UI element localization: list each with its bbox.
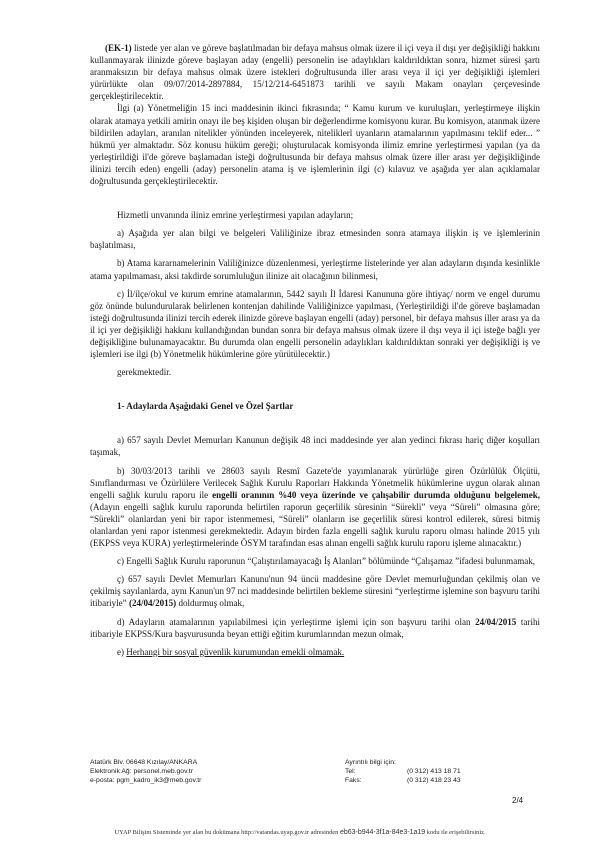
- paragraph-item-b: b) Atama kararnamelerinin Valiliğinizce düzenlenmesi, yerleştirme listelerinde yer alan adayların dışında kesinlikle atama yapılmaması, aksi takdirde sorumluluğun ilinize ait olacağının bilinmesi,: [90, 258, 540, 281]
- footer-fax-label: Faks:: [345, 777, 362, 784]
- section-heading: 1- Adaylarda Aşağıdaki Genel ve Özel Şartlar: [117, 401, 294, 412]
- condition-e: e) Herhangi bir sosyal güvenlik kurumundan emekli olmamak.: [117, 646, 345, 657]
- condition-b: b) 30/03/2013 tarihli ve 28603 sayılı Resmî Gazete'de yayımlanarak yürürlüğe giren Özürlülük Ölçütü, Sınıflandırması ve Özürlülere Verilecek Sağlık Kurulu Raporları Hakkında Yönetmelik hükümlerine uygun olarak alınan engelli sağlık kurulu raporu ile engelli oranının %40 veya üzerinde ve çalışabilir durumda olduğunu belgelemek, (Adayın engelli sağlık kurulu raporunda belirtilen raporun geçerlilik süresinin “Sürekli” veya “Süreli” olmasına göre; “Sürekli” olanlardan yeni bir rapor istenmemesi, “Süreli” olanların ise geçerlilik süresi kontrol edilerek, süresi bitmiş olanlardan yeni rapor istenmesi gerekmektedir. Adayın birden fazla engelli sağlık kurulu raporu olması halinde 2015 yılı (EKPSS veya KURA) yerleştirmelerinde ÖSYM tarafından esas alınan engelli sağlık kurulu raporu işleme alınacaktır.): [90, 465, 541, 549]
- disability-rate-emphasis: engelli oranının %40 veya üzerinde ve çalışabilir durumda olduğunu belgelemek,: [212, 489, 541, 500]
- uyap-code: eb63-b944-3f1a-84e3-1a19: [339, 829, 426, 836]
- document-body: [90, 42, 540, 658]
- retirement-condition: Herhangi bir sosyal güvenlik kurumundan emekli olmamak.: [126, 646, 345, 657]
- page-number: 2/4: [512, 796, 524, 805]
- paragraph-ilgi-a: İlgi (a) Yönetmeliğin 15 inci maddesinin ikinci fıkrasında; “ Kamu kurum ve kuruluşları, yerleştirmeye ilişkin olarak atamaya yetkili amirin onayı ile beş kişiden oluşan bir değerlendirme komisyonu kurar. Bu komisyon, atanmak üzere bildirilen adayları, aranılan nitelikler yönünden inceleyerek, niteliklerl uyanların atamalarının yapılmasını teklif eder... ” hükmü yer almaktadır. Söz konusu hüküm gereği; oluşturulacak komisyonda ilimiz emrine yerleştirmesi yapılan (ya da yerleştirildiği il'de göreve başlamadan isteği doğrultusunda bir defaya mahsus olmak üzere iller arası yer değişikliğinde ilinizi tercih eden) engelli (aday) personelin atama iş ve işlemlerinin ilgi (c) kılavuz ve aşağıda yer alan açıklamalar doğrultusunda gerçekleştirilecektir.: [90, 103, 540, 187]
- footer-tel-label: Tel:: [345, 768, 356, 775]
- date-emphasis: 24/04/2015: [475, 616, 517, 627]
- ek1-reference: (EK-1): [105, 43, 132, 53]
- condition-cc: ç) 657 sayılı Devlet Memurları Kanunu'nun 94 üncü maddesine göre Devlet memurluğundan çekilmiş olan ve çekilmiş sayılanlarda, aynı Kanun'un 97 nci maddesinde belirtilen bekleme süresini “yerleştirme işlemine son başvuru tarihi itibariyle” (24/04/2015) doldurmuş olmak,: [90, 574, 540, 609]
- condition-d: d) Adayların atamalarının yapılabilmesi için yerleştirme işlemi için son başvuru tarihi olan 24/04/2015 tarihi itibariyle EKPSS/Kura başvurusunda beyan ettiği eğitim kurumlarından mezun olmak,: [90, 616, 540, 639]
- paragraph-hizmetli: Hizmetli unvanında iliniz emrine yerleştirmesi yapılan adayların;: [117, 210, 354, 221]
- footer-address: Atatürk Blv. 06648 Kızılay/ANKARA: [90, 759, 198, 766]
- footer-info-label: Ayrıntılı bilgi için:: [345, 759, 396, 766]
- footer-fax-value: (0 312) 418 23 43: [407, 777, 461, 784]
- letter-footer: [90, 758, 540, 785]
- uyap-verification-line: UYAP Bilişim Sisteminde yer alan bu dokümana http://vatandas.uyap.gov.tr adresinden eb63-b944-3f1a-84e3-1a19 kodu ile erişebilirsiniz.: [114, 829, 486, 836]
- paragraph-gerekmektedir: gerekmektedir.: [117, 367, 172, 378]
- paragraph-ek1: (EK-1) listede yer alan ve göreve başlatılmadan bir defaya mahsus olmak üzere il içi veya il dışı yer değişikliği hakkını kullanmayarak ilinizde göreve başlayan aday (engelli) personelin ise adaylıkları kaldırıldıktan sonra, hizmet süresi şartı aranmaksızın bir defaya mahsus olmak üzere istekleri doğrultusunda iller arası veya il içi yer değişikliği işlemleri yürürlükte olan 09/07/2014-2897884, 15/12/214-6451873 tarihli ve sayılı Makam onayları çerçevesinde gerçekleştirilecektir.: [90, 43, 540, 102]
- condition-c: c) Engelli Sağlık Kurulu raporunun “Çalıştırılamayacağı İş Alanları” bölümünde “Çalışamaz ”ifadesi bulunmamak,: [117, 556, 536, 567]
- paragraph-item-c: c) İl/ilçe/okul ve kurum emrine atamalarının, 5442 sayılı İl İdaresi Kanununa göre ihtiyaç/ norm ve engel durumu göz önünde bulundurularak belirlenen kontenjan dahilinde Valiliğinizce yapılması, (Yerleştirildiği il'de göreve başlamadan isteği doğrultusunda ilinizi tercih ederek ilinizde göreve başlayan engelli (aday) personel, bir defaya mahsus iller arası ya da il içi yer değişikliği hakkını kullandığından bundan sonra bir defaya mahsus olmak üzere il dışı veya il içi isteğe bağlı yer değişikliğine bulunamayacaktır. Bu durumda olan engelli personelin adaylıkları kaldırıldıktan sonraki yer değişikliği iş ve işlemleri ise ilgi (b) Yönetmelik hükümlerine göre yürütülecektir.): [90, 288, 540, 360]
- deadline-emphasis: (24/04/2015): [128, 598, 177, 609]
- condition-a: a) 657 sayılı Devlet Memurları Kanunun değişik 48 inci maddesinde yer alan yedinci fıkrası hariç diğer koşulları taşımak,: [90, 435, 540, 458]
- footer-email: e-posta: pgm_kadro_ik3@meb.gov.tr: [90, 777, 202, 784]
- paragraph-item-a: a) Aşağıda yer alan bilgi ve belgeleri Valiliğinize ibraz etmesinden sonra atamaya ilişkin iş ve işlemlerinin başlatılması,: [90, 228, 540, 251]
- footer-tel-value: (0 312) 413 18 71: [407, 768, 461, 775]
- footer-network: Elektronik Ağ: personel.meb.gov.tr: [90, 768, 194, 775]
